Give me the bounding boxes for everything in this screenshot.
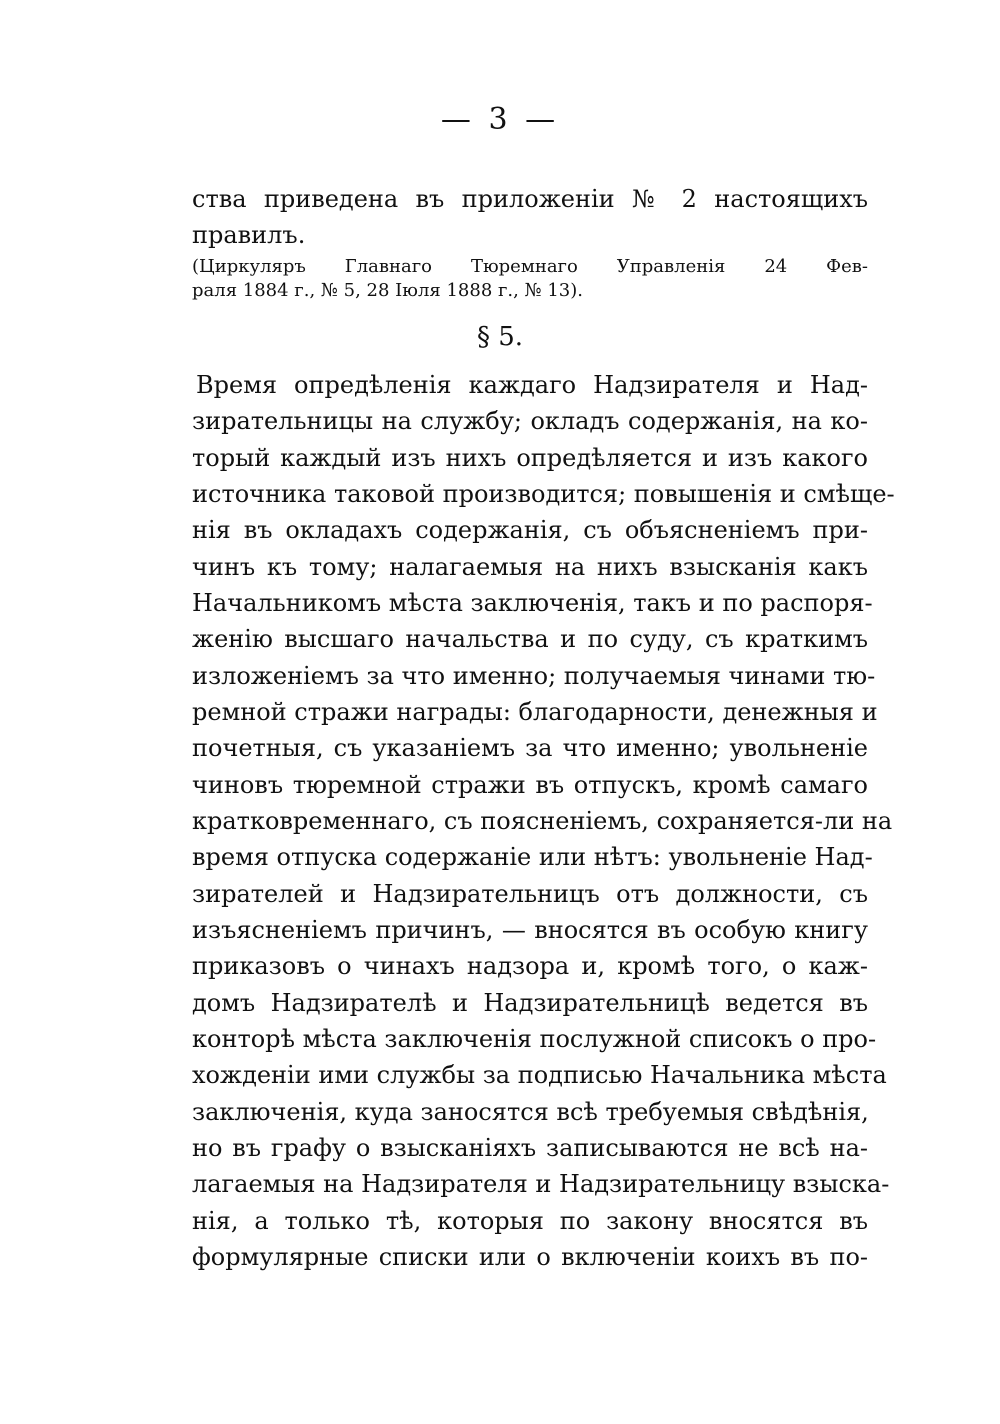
text-line: зирателей и Надзирательницъ отъ должности, съ bbox=[192, 880, 868, 908]
page-number: — 3 — bbox=[440, 102, 560, 137]
text-line: конторѣ мѣста заключенія послужной списокъ о про- bbox=[192, 1025, 877, 1053]
text-line: хожденіи ими службы за подписью Начальника мѣста bbox=[192, 1061, 887, 1089]
text-line: Начальникомъ мѣста заключенія, такъ и по распоря- bbox=[192, 589, 873, 617]
section-heading: § 5. bbox=[476, 322, 524, 352]
text-line: кратковременнаго, съ поясненіемъ, сохраняется-ли на bbox=[192, 807, 893, 835]
text-line: чинъ къ тому; налагаемыя на нихъ взысканія какъ bbox=[192, 553, 868, 581]
text-line: изложеніемъ за что именно; получаемыя чинами тю- bbox=[192, 662, 876, 690]
text-line: ремной стражи награды: благодарности, денежныя и bbox=[192, 698, 878, 726]
text-line: время отпуска содержаніе или нѣтъ: увольненіе Над- bbox=[192, 843, 873, 871]
text-line: но въ графу о взысканіяхъ записываются не всѣ на- bbox=[192, 1134, 868, 1162]
text-line: заключенія, куда заносятся всѣ требуемыя свѣдѣнія, bbox=[192, 1098, 869, 1126]
text-line: зирательницы на службу; окладъ содержанія, на ко- bbox=[192, 407, 868, 435]
text-line: нія въ окладахъ содержанія, съ объясненіемъ при- bbox=[192, 516, 868, 544]
text-line: Время опредѣленія каждаго Надзирателя и Над- bbox=[196, 371, 868, 399]
text-line: источника таковой производится; повышенія и смѣще- bbox=[192, 480, 895, 508]
text-line: лагаемыя на Надзирателя и Надзирательницу взыска- bbox=[192, 1170, 890, 1198]
text-line: ства приведена въ приложеніи № 2 настоящихъ bbox=[192, 185, 868, 213]
text-line: чиновъ тюремной стражи въ отпускъ, кромѣ самаго bbox=[192, 771, 868, 799]
text-line: торый каждый изъ нихъ опредѣляется и изъ какого bbox=[192, 444, 868, 472]
text-line: правилъ. bbox=[192, 221, 306, 249]
text-line: женію высшаго начальства и по суду, съ краткимъ bbox=[192, 625, 868, 653]
citation-line: раля 1884 г., № 5, 28 Іюля 1888 г., № 13). bbox=[192, 280, 583, 301]
text-line: изъясненіемъ причинъ, — вносятся въ особую книгу bbox=[192, 916, 868, 944]
text-line: приказовъ о чинахъ надзора и, кромѣ того, о каж- bbox=[192, 952, 868, 980]
text-line: почетныя, съ указаніемъ за что именно; увольненіе bbox=[192, 734, 868, 762]
citation-line: (Циркуляръ Главнаго Тюремнаго Управленія 24 Фев- bbox=[192, 256, 868, 277]
text-line: нія, а только тѣ, которыя по закону вносятся въ bbox=[192, 1207, 868, 1235]
text-line: формулярные списки или о включеніи коихъ въ по- bbox=[192, 1243, 868, 1271]
text-line: домъ Надзирателѣ и Надзирательницѣ ведется въ bbox=[192, 989, 868, 1017]
